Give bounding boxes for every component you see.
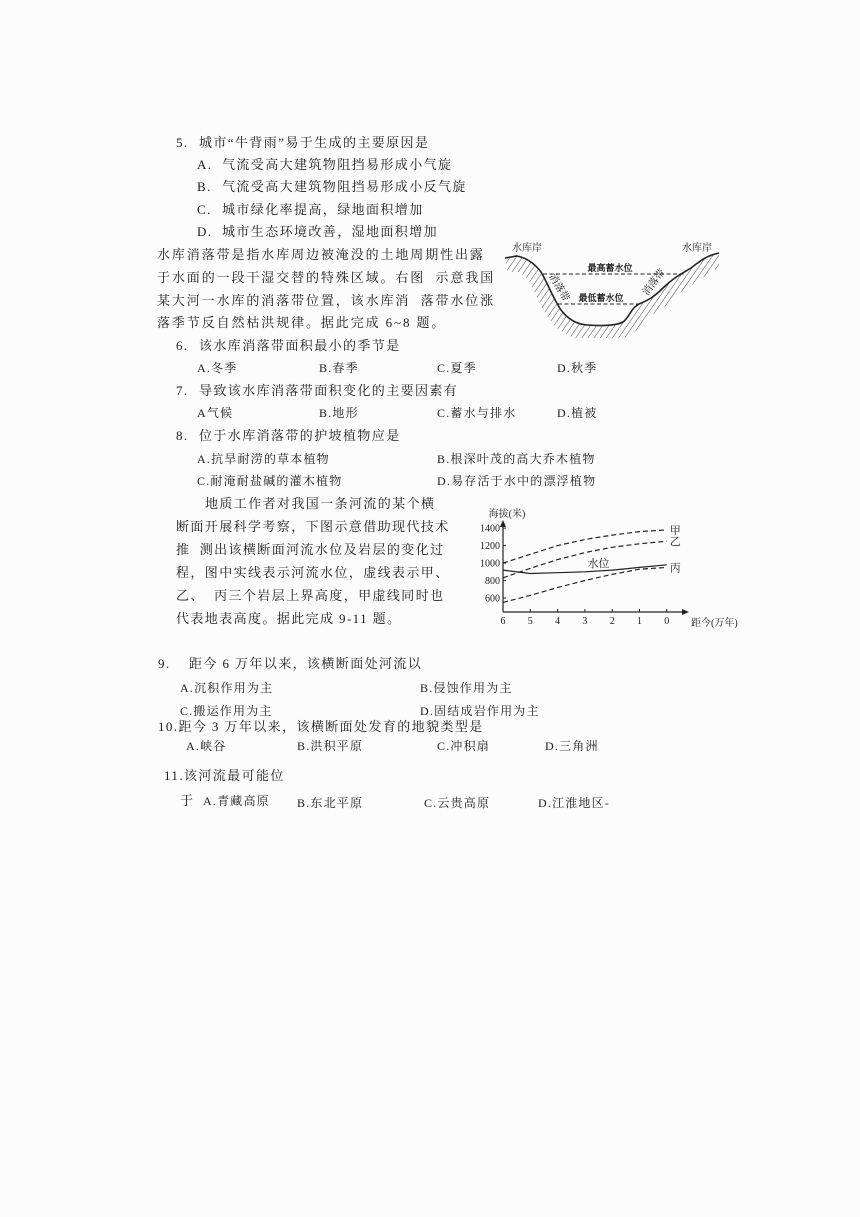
option: C.蓄水与排水 (437, 406, 517, 420)
option-text: 气流受高大建筑物阻挡易形成小气旋 (222, 157, 453, 172)
option-key: A. (197, 157, 213, 172)
question-stem: 导致该水库消落带面积变化的主要因素有 (199, 383, 459, 398)
y-tick-label: 800 (485, 576, 500, 588)
option: B.春季 (319, 361, 359, 375)
option-key: C. (197, 202, 212, 217)
x-tick-label: 6 (500, 616, 506, 627)
x-tick-label: 1 (637, 616, 642, 627)
y-tick-label: 1400 (480, 523, 500, 535)
highest-water-level-label: 最高蓄水位 (587, 263, 633, 273)
passage-line: 水库消落带是指水库周边被淹没的土地周期性出露 (157, 247, 485, 262)
option: A.峡谷 (186, 739, 227, 753)
question-stem: 该水库消落带面积最小的季节是 (199, 338, 401, 353)
y-tick-label: 1000 (480, 558, 500, 570)
option: C.耐淹耐盐碱的灌木植物 (197, 474, 343, 488)
passage-line: 断面开展科学考察，下图示意借助现代技术 (176, 519, 450, 534)
x-axis-arrow (682, 609, 689, 615)
question-number: 9. (158, 656, 171, 671)
question-stem-continuation: 于 (180, 793, 195, 808)
option-text: 城市绿化率提高，绿地面积增加 (222, 202, 424, 217)
option: A.青藏高原 (203, 794, 270, 808)
question-number: 7. (176, 383, 189, 398)
option: D.易存活于水中的漂浮植物 (437, 474, 597, 488)
series-label-3: 水位 (587, 557, 610, 570)
option: A.抗旱耐涝的草本植物 (197, 452, 330, 466)
question-number: 6. (176, 338, 189, 353)
y-tick-label: 600 (485, 593, 500, 605)
question-stem: 城市“牛背雨”易于生成的主要原因是 (199, 135, 430, 150)
series-label-1: 甲 (669, 524, 681, 537)
question-stem: 10.距今 3 万年以来，该横断面处发育的地貌类型是 (158, 719, 484, 734)
option: C.夏季 (437, 361, 477, 375)
right-drawdown-zone-label: 消落带 (640, 267, 668, 298)
passage-line: 于水面的一段干湿交替的特殊区域。右图 示意我国 (157, 270, 496, 285)
option: C.搬运作用为主 (180, 704, 273, 718)
option: D.固结成岩作用为主 (420, 704, 540, 718)
x-axis-title: 距今(万年) (691, 618, 738, 629)
option-key: D. (197, 224, 213, 239)
question-number: 5. (176, 135, 189, 150)
question-stem: 位于水库消落带的护坡植物应是 (199, 428, 401, 443)
option: D.秋季 (557, 361, 598, 375)
passage-line: 代表地表高度。据此完成 9-11 题。 (176, 611, 402, 626)
option-text: 气流受高大建筑物阻挡易形成小反气旋 (222, 179, 467, 194)
y-tick-label: 1200 (480, 541, 500, 553)
x-tick-label: 2 (609, 616, 615, 627)
question-stem: 距今 6 万年以来，该横断面处河流以 (189, 656, 423, 671)
option: B.洪积平原 (297, 739, 364, 753)
option: A气候 (197, 406, 234, 420)
y-axis-title: 海拔(米) (488, 509, 526, 520)
right-bank-label: 水库岸 (682, 243, 712, 254)
river-strata-elevation-chart (470, 505, 750, 635)
passage-line: 乙、 丙三个岩层上界高度，甲虚线同时也 (176, 588, 445, 603)
series-line-1 (503, 530, 667, 563)
option-text: 城市生态环境改善，湿地面积增加 (222, 224, 439, 239)
left-drawdown-zone-label: 消落带 (546, 272, 571, 304)
option: B.侵蚀作用为主 (420, 681, 513, 695)
x-tick-label: 4 (555, 616, 561, 627)
passage-line: 推 测出该横断面河流水位及岩层的变化过 (176, 542, 445, 557)
option: D.江淮地区- (538, 796, 611, 810)
option: A.冬季 (197, 361, 238, 375)
option: C.冲积扇 (437, 739, 491, 753)
series-label-4: 丙 (669, 562, 681, 575)
x-tick-label: 0 (664, 616, 670, 627)
series-label-2: 乙 (669, 536, 681, 549)
option: D.植被 (557, 406, 598, 420)
reservoir-cross-section-diagram (505, 238, 719, 338)
option: B.东北平原 (297, 796, 364, 810)
x-tick-label: 5 (527, 616, 533, 627)
left-bank-label: 水库岸 (512, 243, 542, 254)
option: D.三角洲 (545, 739, 599, 753)
passage-line: 地质工作者对我国一条河流的某个横 (205, 496, 436, 511)
option: B.根深叶茂的高大乔木植物 (437, 452, 596, 466)
question-number: 8. (176, 428, 189, 443)
option: B.地形 (319, 406, 359, 420)
passage-line: 落季节反自然枯洪规律。据此完成 6~8 题。 (157, 315, 447, 330)
option: A.沉积作用为主 (180, 681, 274, 695)
question-stem: 11.该河流最可能位 (164, 768, 285, 783)
option: C.云贵高原 (424, 796, 491, 810)
y-axis-arrow (500, 520, 506, 527)
option-key: B. (197, 179, 212, 194)
x-tick-label: 3 (582, 616, 588, 627)
lowest-water-level-label: 最低蓄水位 (578, 293, 624, 303)
passage-line: 某大河一水库的消落带位置，该水库消 落带水位涨 (157, 293, 496, 308)
passage-line: 程，图中实线表示河流水位，虚线表示甲、 (176, 565, 450, 580)
